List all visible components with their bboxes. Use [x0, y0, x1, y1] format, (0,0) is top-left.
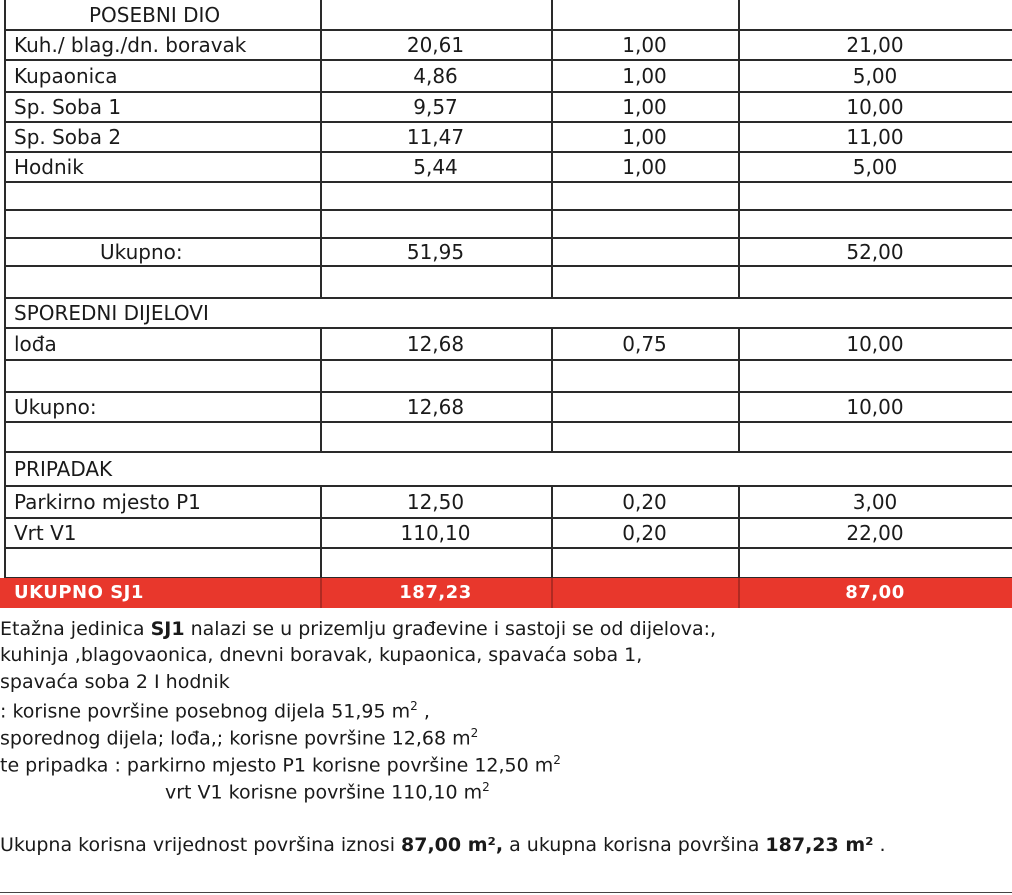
row-value: 10,00 — [846, 332, 904, 356]
row-label — [4, 266, 320, 298]
column-divider — [738, 122, 740, 152]
table-row — [0, 182, 1012, 210]
row-label: Sp. Soba 1 — [14, 95, 122, 119]
row-value — [738, 182, 1012, 210]
column-divider — [551, 238, 553, 266]
row-coefficient: 1,00 — [622, 95, 667, 119]
column-divider — [4, 182, 6, 210]
column-divider — [320, 422, 322, 452]
section-header-row — [0, 298, 1012, 328]
table-row — [0, 92, 1012, 122]
description-line-1: Etažna jedinica SJ1 nalazi se u prizemlju građevine i sastoji se od dijelova:, — [0, 618, 717, 640]
column-divider — [4, 122, 6, 152]
row-coefficient: 0,75 — [622, 332, 667, 356]
row-label: Hodnik — [14, 155, 84, 179]
column-divider — [551, 578, 553, 608]
row-value — [738, 422, 1012, 452]
row-coefficient — [551, 266, 738, 298]
row-label: SPOREDNI DIJELOVI — [14, 301, 209, 325]
column-divider — [320, 266, 322, 298]
column-divider — [320, 60, 322, 92]
row-area — [320, 298, 551, 328]
column-divider — [738, 392, 740, 422]
row-coefficient: 0,20 — [622, 490, 667, 514]
row-coefficient — [551, 548, 738, 578]
row-coefficient: 0,20 — [622, 521, 667, 545]
column-divider — [320, 0, 322, 30]
column-divider — [320, 182, 322, 210]
column-divider — [551, 392, 553, 422]
description-line-5: sporednog dijela; lođa,; korisne površine 12,68 $m^2$ — [0, 726, 479, 750]
column-divider — [551, 182, 553, 210]
table-row — [0, 266, 1012, 298]
row-value: 10,00 — [846, 95, 904, 119]
column-divider — [738, 0, 740, 30]
row-coefficient — [551, 422, 738, 452]
column-divider — [4, 518, 6, 548]
column-divider — [320, 122, 322, 152]
row-value — [738, 298, 1012, 328]
column-divider — [320, 328, 322, 360]
row-area — [320, 266, 551, 298]
column-divider — [551, 122, 553, 152]
row-coefficient: 1,00 — [622, 33, 667, 57]
summary-line: Ukupna korisna vrijednost površina iznosi 87,00 m², a ukupna korisna površina 187,23 m² . — [0, 834, 886, 856]
row-value: 87,00 — [845, 582, 905, 603]
column-divider — [551, 210, 553, 238]
table-row — [0, 122, 1012, 152]
column-divider — [320, 360, 322, 392]
row-value — [738, 548, 1012, 578]
row-area: 12,68 — [406, 332, 465, 356]
row-coefficient — [551, 298, 738, 328]
description-line-3: spavaća soba 2 I hodnik — [0, 671, 230, 693]
row-area — [320, 360, 551, 392]
column-divider — [738, 328, 740, 360]
table-row — [0, 60, 1012, 92]
row-value — [738, 452, 1012, 486]
row-label: Sp. Soba 2 — [14, 125, 122, 149]
column-divider — [4, 92, 6, 122]
row-label: Ukupno: — [14, 395, 97, 419]
row-coefficient — [551, 238, 738, 266]
column-divider — [320, 30, 322, 60]
column-divider — [738, 578, 740, 608]
column-divider — [551, 92, 553, 122]
row-value — [738, 210, 1012, 238]
row-value: 11,00 — [846, 125, 904, 149]
row-label — [4, 182, 320, 210]
row-label: Ukupno: — [100, 240, 183, 264]
column-divider — [4, 238, 6, 266]
description-line-7: vrt V1 korisne površine 110,10 $m^2$ — [165, 780, 490, 804]
column-divider — [738, 518, 740, 548]
row-area — [320, 182, 551, 210]
row-label — [4, 360, 320, 392]
row-coefficient — [551, 360, 738, 392]
row-coefficient: 1,00 — [622, 125, 667, 149]
row-area — [320, 548, 551, 578]
column-divider — [4, 452, 6, 486]
column-divider — [551, 328, 553, 360]
column-divider — [551, 30, 553, 60]
row-coefficient — [551, 0, 738, 30]
column-divider — [738, 182, 740, 210]
row-area — [320, 452, 551, 486]
row-value — [738, 360, 1012, 392]
row-area: 9,57 — [413, 95, 458, 119]
row-area: 110,10 — [400, 521, 471, 545]
column-divider — [320, 578, 322, 608]
column-divider — [738, 60, 740, 92]
table-row — [0, 548, 1012, 578]
column-divider — [320, 392, 322, 422]
column-divider — [738, 548, 740, 578]
row-coefficient — [551, 210, 738, 238]
table-row — [0, 360, 1012, 392]
row-label: Kuh./ blag./dn. boravak — [14, 33, 247, 57]
column-divider — [738, 152, 740, 182]
column-divider — [738, 486, 740, 518]
row-label — [4, 548, 320, 578]
row-value: 5,00 — [852, 64, 898, 88]
column-divider — [4, 360, 6, 392]
column-divider — [320, 210, 322, 238]
row-coefficient — [551, 578, 738, 608]
table-row — [0, 422, 1012, 452]
row-area — [320, 422, 551, 452]
row-label: PRIPADAK — [14, 457, 113, 481]
row-label: lođa — [14, 332, 57, 356]
row-value: 5,00 — [852, 155, 898, 179]
row-label: Vrt V1 — [14, 521, 77, 545]
column-divider — [320, 152, 322, 182]
column-divider — [320, 92, 322, 122]
column-divider — [4, 486, 6, 518]
table-row — [0, 486, 1012, 518]
row-area: 5,44 — [413, 155, 458, 179]
row-value: 10,00 — [846, 395, 904, 419]
row-area: 187,23 — [399, 582, 472, 603]
row-coefficient — [551, 182, 738, 210]
row-coefficient: 1,00 — [622, 155, 667, 179]
row-label: POSEBNI DIO — [89, 3, 221, 27]
row-label: Kupaonica — [14, 64, 118, 88]
column-divider — [4, 422, 6, 452]
column-divider — [551, 266, 553, 298]
row-value: 21,00 — [846, 33, 904, 57]
column-divider — [738, 210, 740, 238]
row-value — [738, 0, 1012, 30]
column-divider — [320, 238, 322, 266]
column-divider — [4, 298, 6, 328]
column-divider — [4, 0, 6, 30]
column-divider — [551, 60, 553, 92]
column-divider — [551, 422, 553, 452]
column-divider — [4, 60, 6, 92]
column-divider — [738, 92, 740, 122]
row-label — [4, 210, 320, 238]
table-row — [0, 30, 1012, 60]
row-label — [4, 422, 320, 452]
row-label: Parkirno mjesto P1 — [14, 490, 201, 514]
table-row — [0, 152, 1012, 182]
row-area: 4,86 — [413, 64, 458, 88]
description-line-4: : korisne površine posebnog dijela 51,95 $m^2$ , — [0, 699, 430, 723]
column-divider — [320, 518, 322, 548]
column-divider — [738, 360, 740, 392]
description-line-2: kuhinja ,blagovaonica, dnevni boravak, kupaonica, spavaća soba 1, — [0, 644, 643, 666]
row-area: 20,61 — [406, 33, 465, 57]
column-divider — [551, 152, 553, 182]
table-row — [0, 518, 1012, 548]
column-divider — [4, 392, 6, 422]
column-divider — [320, 486, 322, 518]
table-row — [0, 328, 1012, 360]
row-value: 22,00 — [846, 521, 904, 545]
row-label: UKUPNO SJ1 — [14, 582, 144, 603]
column-divider — [738, 266, 740, 298]
row-value — [738, 266, 1012, 298]
column-divider — [551, 486, 553, 518]
section-header-row — [0, 452, 1012, 486]
row-area: 12,50 — [406, 490, 465, 514]
row-value: 3,00 — [852, 490, 898, 514]
row-area: 51,95 — [406, 240, 465, 264]
row-value: 52,00 — [846, 240, 904, 264]
column-divider — [551, 360, 553, 392]
row-area — [320, 0, 551, 30]
row-area — [320, 210, 551, 238]
column-divider — [4, 548, 6, 578]
column-divider — [738, 422, 740, 452]
column-divider — [4, 210, 6, 238]
column-divider — [551, 0, 553, 30]
column-divider — [4, 152, 6, 182]
column-divider — [320, 548, 322, 578]
column-divider — [4, 266, 6, 298]
grand-total-row — [0, 578, 1012, 608]
column-divider — [4, 328, 6, 360]
column-divider — [738, 30, 740, 60]
bottom-divider — [0, 892, 1012, 893]
table-row — [0, 238, 1012, 266]
section-header-row — [0, 0, 1012, 30]
row-area: 12,68 — [406, 395, 465, 419]
row-coefficient — [551, 452, 738, 486]
table-row — [0, 210, 1012, 238]
description-line-6: te pripadka : parkirno mjesto P1 korisne površine 12,50 $m^2$ — [0, 753, 561, 777]
column-divider — [551, 518, 553, 548]
table-row — [0, 392, 1012, 422]
row-area: 11,47 — [406, 125, 465, 149]
row-coefficient: 1,00 — [622, 64, 667, 88]
column-divider — [551, 548, 553, 578]
row-coefficient — [551, 392, 738, 422]
column-divider — [738, 238, 740, 266]
column-divider — [4, 30, 6, 60]
